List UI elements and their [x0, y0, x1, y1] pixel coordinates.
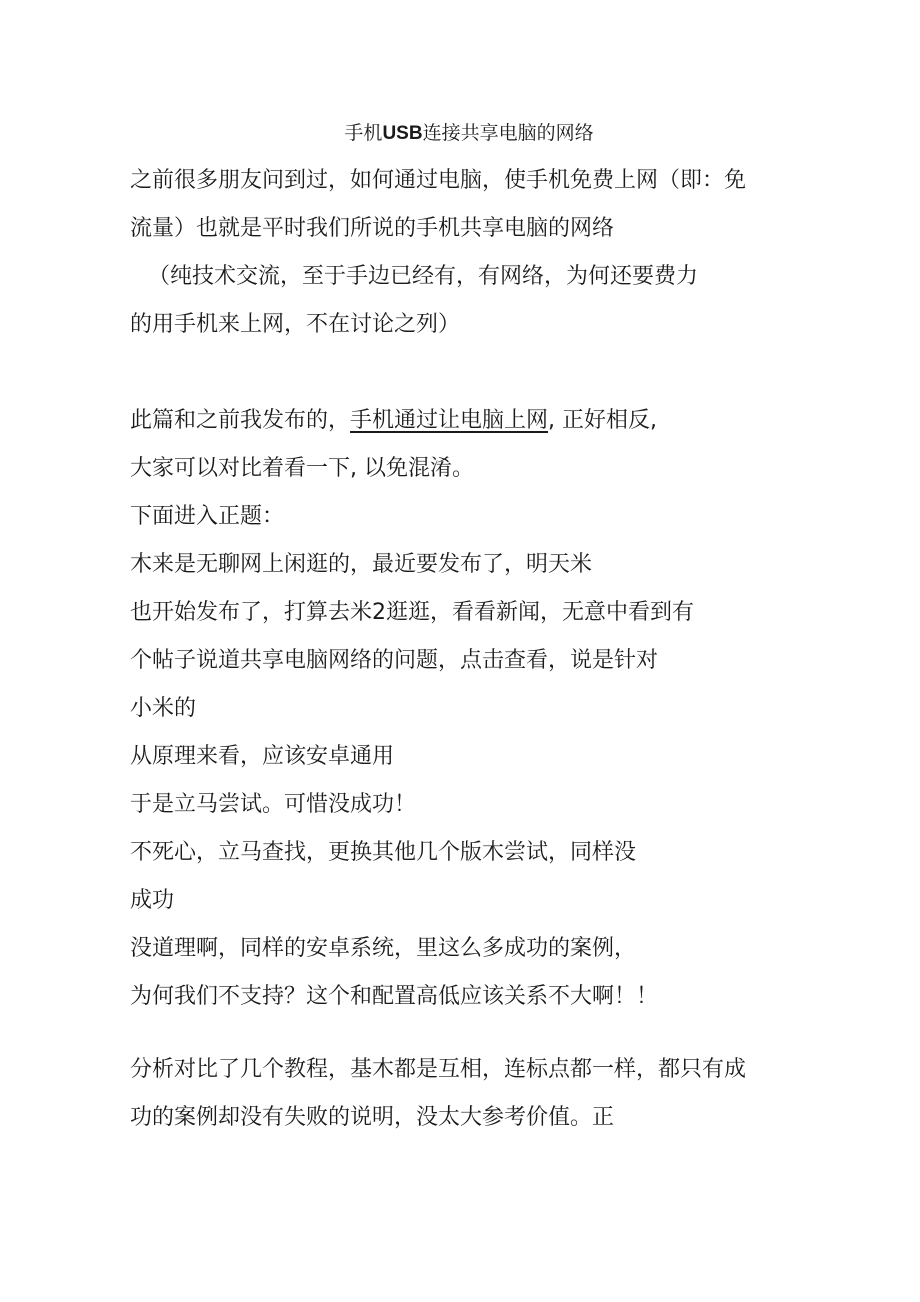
paragraph-line: （纯技术交流，至于手边已经有，有网络，为何还要费力	[148, 264, 699, 289]
paragraph-line: 功的案例却没有失败的说明，没太大参考价值。正	[130, 1105, 615, 1130]
paragraph-line: 的用手机来上网，不在讨论之列）	[130, 312, 461, 337]
paragraph-line: 没道理啊，同样的安卓系统，里这么多成功的案例，	[130, 936, 637, 961]
paragraph-line: 个帖子说道共享电脑网络的问题，点击查看，说是针对	[130, 648, 659, 673]
paragraph-line: 流量）也就是平时我们所说的手机共享电脑的网络	[130, 216, 615, 241]
paragraph-line: 下面进入正题：	[130, 504, 285, 529]
title-prefix: 手机	[344, 122, 383, 144]
compare-line	[130, 406, 657, 436]
paragraph-line: 从原理来看，应该安卓通用	[130, 744, 395, 769]
paragraph-line: 于是立马尝试。可惜没成功！	[130, 792, 417, 817]
title-bold: USB	[382, 123, 423, 144]
title-suffix: 连接共享电脑的网络	[422, 122, 594, 144]
paragraph-line: 不死心，立马查找，更换其他几个版木尝试，同样没	[130, 840, 637, 865]
paragraph-line: 木来是无聊网上闲逛的，最近要发布了，明天米	[130, 552, 593, 577]
paragraph-line: 成功	[130, 888, 175, 913]
document-title	[0, 120, 920, 147]
article-link[interactable]: 手机通过让电脑上网	[350, 408, 549, 433]
compare-text: 此篇和之前我发布的，	[130, 408, 351, 433]
paragraph-line: 也开始发布了，打算去米2逛逛，看看新闻，无意中看到有	[130, 600, 694, 625]
compare-text-end: , 正好相反,	[548, 408, 658, 433]
paragraph-line: 为何我们不支持？这个和配置高低应该关系不大啊！！	[130, 984, 659, 1009]
paragraph-line: 之前很多朋友问到过，如何通过电脑，使手机免费上网（即：免	[130, 168, 747, 193]
paragraph-line: 分析对比了几个教程，基木都是互相，连标点都一样，都只有成	[130, 1057, 747, 1082]
paragraph-line: 大家可以对比着看一下, 以免混淆。	[130, 456, 474, 481]
paragraph-line: 小米的	[130, 696, 197, 721]
